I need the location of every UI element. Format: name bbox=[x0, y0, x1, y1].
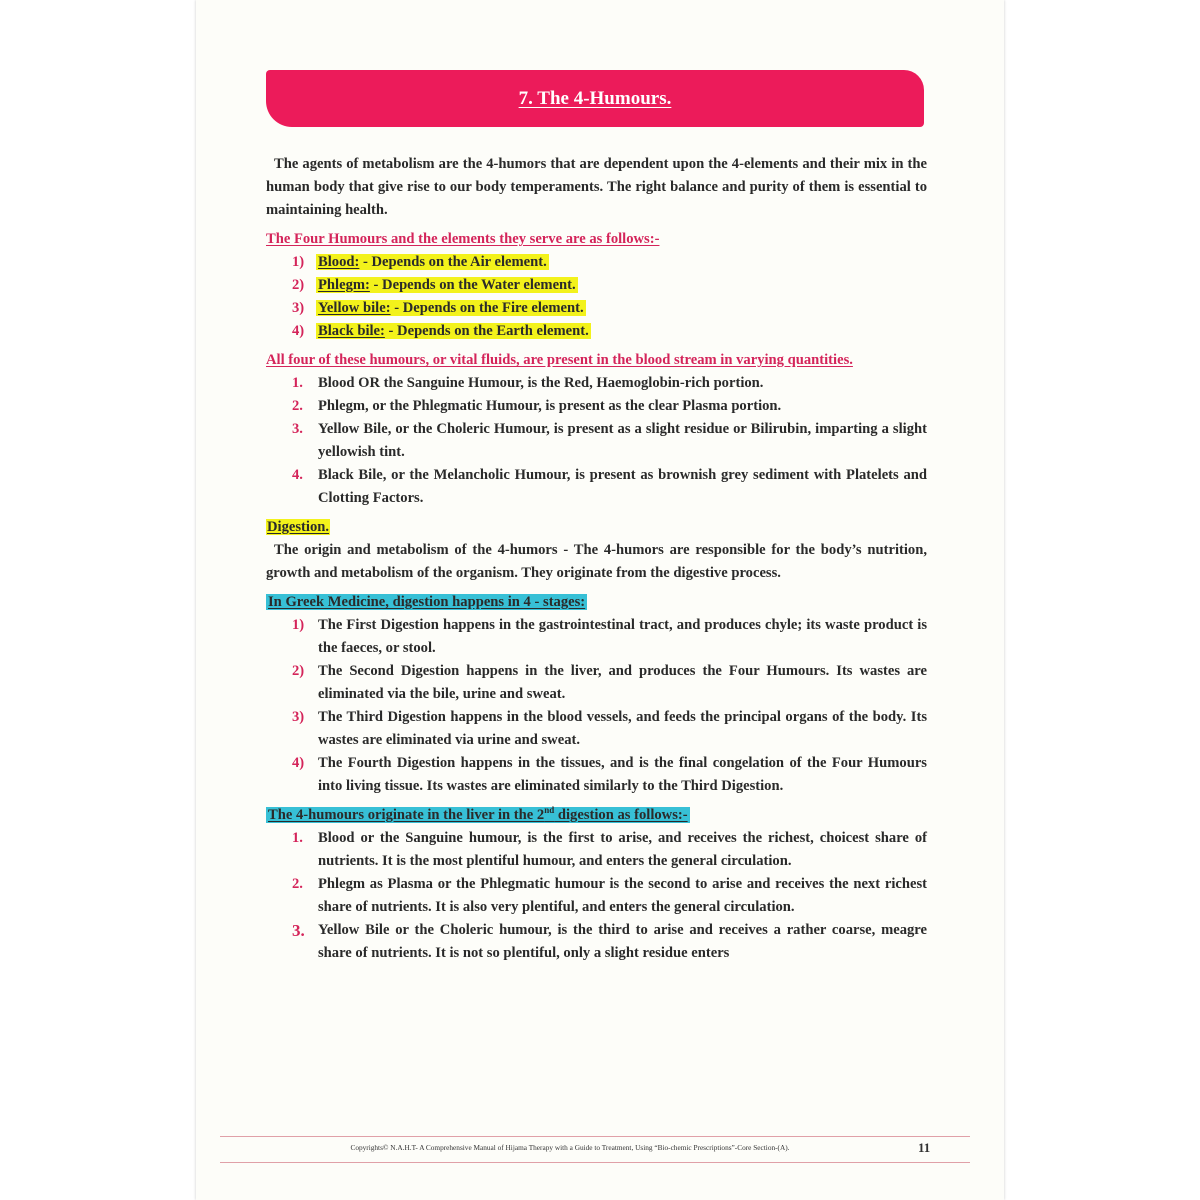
list-item: 3. Yellow Bile, or the Choleric Humour, is present as a slight residue or Bilirubin, imparting a slight yellowish tint. bbox=[292, 421, 927, 460]
list-item: 3. Yellow Bile or the Choleric humour, is the third to arise and receives a rather coarse, meagre share of nutrients. It is not so plentiful, only a slight residue enters bbox=[292, 921, 927, 961]
page-content bbox=[266, 153, 927, 965]
list-item: 1) Blood: - Depends on the Air element. bbox=[292, 254, 547, 270]
list-item: 1. Blood OR the Sanguine Humour, is the Red, Haemoglobin-rich portion. bbox=[292, 375, 764, 391]
list-item: 1) The First Digestion happens in the gastrointestinal tract, and produces chyle; its waste product is the faeces, or stool. bbox=[292, 617, 927, 656]
list-item: 4) Black bile: - Depends on the Earth element. bbox=[292, 323, 589, 339]
liver-heading: The 4-humours originate in the liver in the 2nd digestion as follows:- bbox=[268, 805, 688, 823]
digestion-paragraph: The origin and metabolism of the 4-humors - The 4-humors are responsible for the body’s nutrition, growth and metabolism of the organism. They originate from the digestive process. bbox=[266, 542, 927, 581]
list-item: 3) The Third Digestion happens in the blood vessels, and feeds the principal organs of the body. Its wastes are eliminated via urine and sweat. bbox=[292, 709, 927, 748]
stages-list bbox=[266, 614, 927, 798]
stages-heading: In Greek Medicine, digestion happens in 4 - stages: bbox=[268, 594, 586, 610]
list-item: 2. Phlegm as Plasma or the Phlegmatic humour is the second to arise and receives the next richest share of nutrients. It is also very plentiful, and enters the general circulation. bbox=[292, 876, 927, 915]
document-page bbox=[196, 0, 1004, 1200]
list-item: 3) Yellow bile: - Depends on the Fire element. bbox=[292, 300, 584, 316]
title-banner bbox=[266, 70, 924, 127]
liver-list bbox=[266, 827, 927, 965]
intro-paragraph: The agents of metabolism are the 4-humors that are dependent upon the 4-elements and their mix in the human body that give rise to our body temperaments. The right balance and purity of them is essential to maintaining health. bbox=[266, 156, 927, 218]
page-number: 11 bbox=[918, 1140, 931, 1155]
list-item: 1. Blood or the Sanguine humour, is the first to arise, and receives the richest, choicest share of nutrients. It is the most plentiful humour, and enters the general circulation. bbox=[292, 830, 927, 869]
digestion-heading: Digestion. bbox=[267, 519, 330, 535]
list-item: 4) The Fourth Digestion happens in the tissues, and is the final congelation of the Four Humours into living tissue. Its wastes are eliminated similarly to the Third Digestion. bbox=[292, 755, 927, 794]
fluids-heading: All four of these humours, or vital fluids, are present in the blood stream in varying quantities. bbox=[266, 352, 853, 368]
elements-list bbox=[266, 251, 927, 343]
list-item: 4. Black Bile, or the Melancholic Humour, is present as brownish grey sediment with Platelets and Clotting Factors. bbox=[292, 467, 927, 506]
fluids-list bbox=[266, 372, 927, 510]
elements-heading: The Four Humours and the elements they serve are as follows:- bbox=[266, 231, 660, 247]
page-title: 7. The 4-Humours. bbox=[518, 87, 672, 109]
footer-rule-bottom bbox=[220, 1162, 970, 1163]
footer-rule-top bbox=[220, 1136, 970, 1137]
list-item: 2. Phlegm, or the Phlegmatic Humour, is present as the clear Plasma portion. bbox=[292, 398, 782, 414]
list-item: 2) The Second Digestion happens in the liver, and produces the Four Humours. Its wastes are eliminated via the bile, urine and sweat. bbox=[292, 663, 927, 702]
footer-copyright: Copyrights© N.A.H.T- A Comprehensive Manual of Hijama Therapy with a Guide to Treatment, Using “Bio-chemic Prescriptions”-Core Section-(A). bbox=[350, 1143, 790, 1152]
list-item: 2) Phlegm: - Depends on the Water element. bbox=[292, 277, 576, 293]
